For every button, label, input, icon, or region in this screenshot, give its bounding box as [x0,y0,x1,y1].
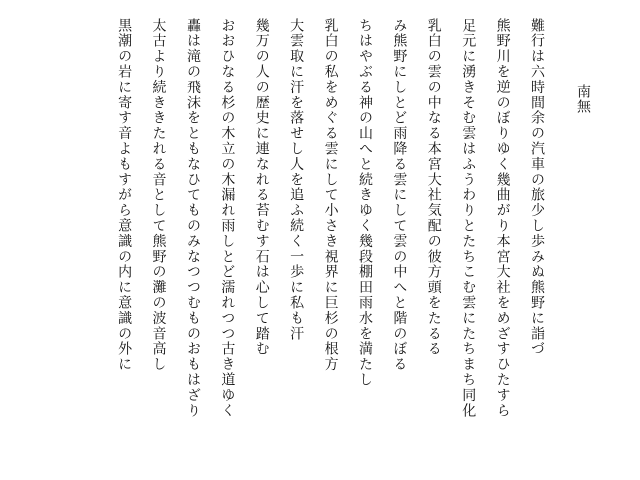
poem-line: ちはやぶる神の山へと続きゆく幾段棚田雨水を満たし [356,18,373,388]
poem-line: 難行は六時間余の汽車の旅少し歩みぬ熊野に詣づ [529,18,545,357]
poem-line: 幾万の人の歴史に連なれる苔むす石は心して踏む [253,18,270,357]
poem-line: 轟は滝の飛沫をともなひてものみなつつむものおもはざり [184,18,201,419]
poem-line: 大雲取に汗を落せし人を追ふ続く一歩に私も汗 [288,18,305,342]
poem-line: 熊野川を逆のぼりゆく幾曲がり本宮大社をめざすひたすら [494,18,511,419]
poem-line: み熊野にしとど雨降る雲にして雲の中へと階のぼる [391,18,408,373]
poem-title: 南無 [575,84,591,114]
poem-line: 太古より続ききたれる音として熊野の灘の波音高し [150,18,167,373]
poem-line: 乳白の雲の中なる本宮大社気配の彼方頭をたるる [425,18,442,357]
poem-line: 乳白の私をめぐる雲にして小さき視界に巨杉の根方 [322,18,339,373]
poem-line: おおひなる杉の木立の木漏れ雨しとど濡れつつ古き道ゆく [219,18,236,419]
poem-body [107,18,554,418]
poem-line: 足元に湧きそむ雲はふうわりとたちこむ雲にたちまち同化 [460,18,477,419]
poem-line: 黒潮の岩に寄す音よもすがら意識の内に意識の外に [116,18,133,373]
